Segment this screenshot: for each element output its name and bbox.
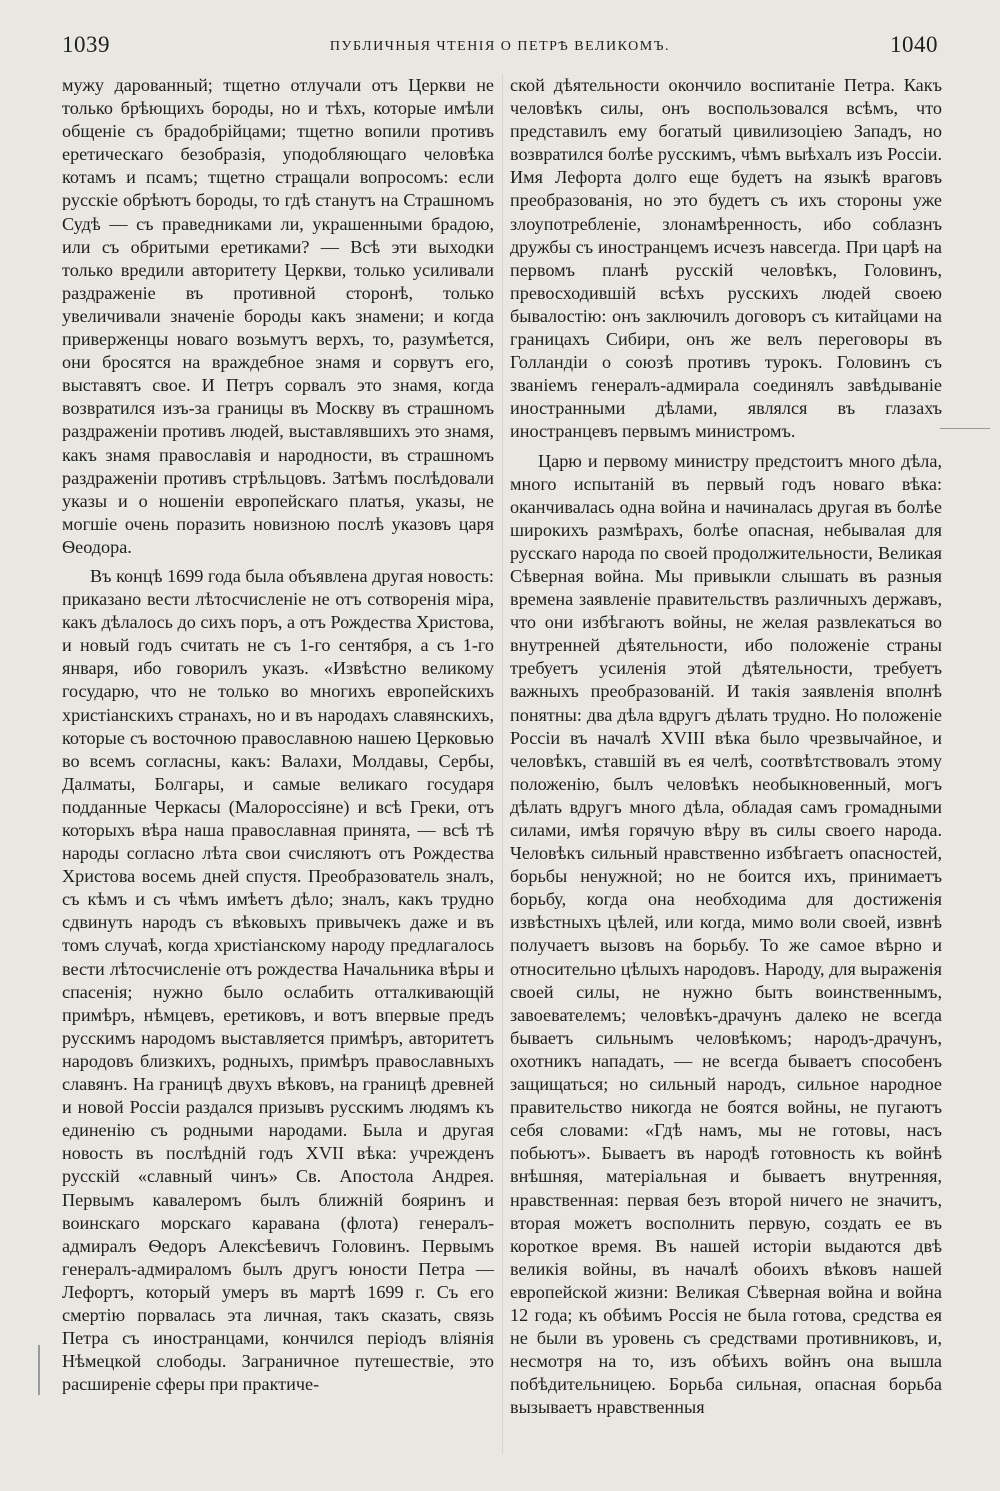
running-title: ПУБЛИЧНЫЯ ЧТЕНІЯ О ПЕТРѢ ВЕЛИКОМЪ. <box>329 39 671 54</box>
margin-pencil-mark <box>940 428 990 429</box>
margin-pencil-mark <box>38 1345 40 1395</box>
paragraph: Царю и первому министру предстоитъ много дѣла, много испытаній въ первый годъ новаго вѣка: оканчивалась одна война и начиналась другая въ болѣе широкихъ размѣрахъ, болѣе опасная, небывалая для русскаго народа по своей продолжительности, Великая Сѣверная война. Мы привыкли слышать въ разныя времена заявленіе правительствъ различныхъ державъ, что они избѣгаютъ войны, не желая развлекаться во внутренней дѣятельности, ибо положеніе страны требуетъ усиленія этой дѣятельности, требуетъ важныхъ преобразованій. И такія заявленія вполнѣ понятны: два дѣла вдругъ дѣлать трудно. Но положеніе Россіи въ началѣ XVIII вѣка было чрезвычайное, и человѣкъ, ставшій въ ея челѣ, соотвѣтствовалъ этому положенію, былъ человѣкъ необыкновенный, могъ дѣлать вдругъ много дѣла, обладая самъ громадными силами, имѣя горячую вѣру въ силы своего народа. Человѣкъ сильный нравственно избѣгаетъ опасностей, борьбы ненужной; но не боится ихъ, принимаетъ борьбу, когда она необходима для достиженія извѣстныхъ цѣлей, или когда, мимо воли своей, извнѣ получаетъ вызовъ на борьбу. То же самое вѣрно и относительно цѣлыхъ народовъ. Народу, для выраженія своей силы, не нужно быть воинственнымъ, завоевателемъ; человѣкъ-драчунъ далеко не всегда бываетъ сильнымъ человѣкомъ; народъ-драчунъ, охотникъ нападать, — не всегда бываетъ способенъ защищаться; но сильный народъ, сильное народное правительство никогда не боятся войны, не пугаютъ себя словами: «Гдѣ намъ, мы не готовы, насъ побьютъ». Бываетъ въ народѣ готовность къ войнѣ внѣшняя, матеріальная и бываетъ внутренняя, нравственная: первая безъ второй ничего не значитъ, вторая можетъ восполнить первую, создать ее въ короткое время. Въ нашей исторіи выдаются двѣ великія войны, въ началѣ обоихъ вѣковъ нашей европейской жизни: Великая Сѣверная война и война 12 года; къ обѣимъ Россія не была готова, средства ея не были въ уровень съ средствами противниковъ, и, несмотря на то, изъ обѣихъ войнъ она вышла побѣдительницею. Борьба сильная, опасная борьба вызываетъ нравственныя <box>510 450 942 1418</box>
page-number-left: 1039 <box>62 32 110 57</box>
page-header <box>62 32 938 64</box>
page-number-right: 1040 <box>890 32 938 57</box>
paragraph: мужу дарованный; тщетно отлучали отъ Церкви не только брѣющихъ бороды, но и тѣхъ, которые имѣли общеніе съ брадобрійцами; тщетно вопили противъ еретическаго безобразія, уподобляющаго человѣка котамъ и псамъ; тщетно стращали вопросомъ: если русскіе обрѣютъ бороды, то гдѣ станутъ на Страшномъ Судѣ — съ праведниками ли, украшенными брадою, или съ обритыми еретиками? — Всѣ эти выходки только вредили авторитету Церкви, только усиливали раздраженіе въ противной сторонѣ, только увеличивали значеніе бороды какъ знамени; и когда приверженцы новаго возьмутъ верхъ, то, разумѣется, они бросятся на враждебное знамя и сорвутъ его, выставятъ свое. И Петръ сорвалъ это знамя, когда возвратился изъ-за границы въ Москву въ страшномъ раздраженіи противъ людей, выставлявшихъ это знамя, какъ знамя православія и народности, въ страшномъ раздраженіи противъ стрѣльцовъ. Затѣмъ послѣдовали указы и о ношеніи европейскаго платья, указы, не могшіе очень поразить новизною послѣ указовъ царя Ѳеодора. <box>62 75 494 557</box>
right-column <box>510 74 942 1454</box>
paragraph: Въ концѣ 1699 года была объявлена другая новость: приказано вести лѣтосчисленіе не отъ сотворенія міра, какъ дѣлалось до сихъ поръ, а отъ Рождества Христова, и новый годъ считать не съ 1-го сентября, а съ 1-го января, ибо говорилъ указъ. «Извѣстно великому государю, что не только во многихъ европейскихъ христіанскихъ странахъ, но и въ народахъ славянскихъ, которые съ восточною православною нашею Церковью во всемъ согласны, какъ: Валахи, Молдавы, Сербы, Далматы, Болгары, и самые великаго государя подданные Черкасы (Малороссіяне) и всѣ Греки, отъ которыхъ вѣра наша православная принята, — всѣ тѣ народы согласно лѣта свои счисляютъ отъ Рождества Христова восемь дней спустя. Преобразователь зналъ, съ кѣмъ и съ чѣмъ имѣетъ дѣло; зналъ, какъ трудно сдвинуть народъ съ вѣковыхъ привычекъ даже и въ томъ случаѣ, когда христіанскому народу предлагалось вести лѣтосчисленіе отъ рождества Начальника вѣры и спасенія; нужно было ослабить отталкивающій примѣръ, нѣмцевъ, еретиковъ, и вотъ впервые предъ русскимъ народомъ выставляется примѣръ, авторитетъ народовъ близкихъ, родныхъ, примѣръ православныхъ славянъ. На границѣ двухъ вѣковъ, на границѣ древней и новой Россіи раздался призывъ русскимъ людямъ къ единенію съ родными народами. Была и другая новость въ послѣдній годъ XVII вѣка: учрежденъ русскій «славный чинъ» Св. Апостола Андрея. Первымъ кавалеромъ былъ ближній бояринъ и воинскаго морскаго каравана (флота) генералъ-адмиралъ Ѳедоръ Алексѣевичъ Головинъ. Первымъ генералъ-адмираломъ былъ другъ юности Петра — Лефортъ, который умеръ въ мартѣ 1699 г. Съ его смертію порвалась эта личная, такъ сказать, связь Петра съ иностранцами, кончился періодъ вліянія Нѣмецкой слободы. Заграничное путешествіе, это расширеніе сферы при практиче- <box>62 565 494 1395</box>
column-divider <box>502 74 503 1454</box>
paragraph: ской дѣятельности окончило воспитаніе Петра. Какъ человѣкъ силы, онъ воспользовался всѣмъ, что представилъ ему богатый цивилизоціею Западъ, но возвратился болѣе русскимъ, чѣмъ выѣхалъ изъ Россіи. Имя Лефорта долго еще будетъ на языкѣ враговъ преобразованія, но это будетъ съ ихъ стороны уже злоупотребленіе, злонамѣренность, ибо соблазнъ дружбы съ иностранцемъ исчезъ навсегда. При царѣ на первомъ планѣ русскій человѣкъ, Головинъ, превосходившій всѣхъ русскихъ людей своею бывалостію: онъ заключилъ договоръ съ китайцами на границахъ Сибири, онъ же велъ переговоры въ Голландіи о союзѣ противъ турокъ. Головинъ съ званіемъ генералъ-адмирала соединялъ завѣдываніе иностранными дѣлами, являлся въ глазахъ иностранцевъ первымъ министромъ. <box>510 75 942 442</box>
left-column <box>62 74 494 1454</box>
